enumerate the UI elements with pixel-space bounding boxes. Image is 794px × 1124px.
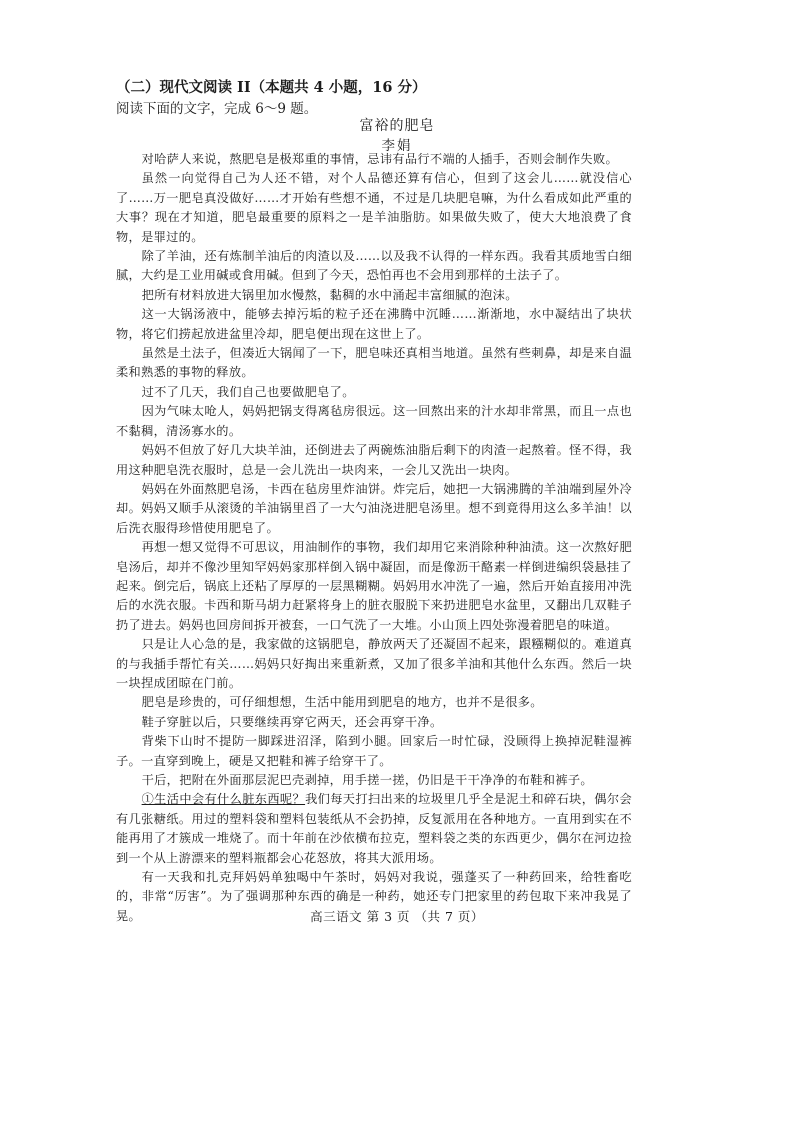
article-paragraph: 因为气味太呛人，妈妈把锅支得离毡房很远。这一回熬出来的汁水却非常黑，而且一点也不黏稠，清汤寡水的。	[116, 404, 632, 438]
article-paragraph: 妈妈不但放了好几大块羊油，还倒进去了两碗炼油脂后剩下的肉渣一起熬着。怪不得，我用这种肥皂洗衣服时，总是一会儿洗出一块肉来，一会儿又洗出一块肉。	[116, 443, 632, 477]
underlined-sentence: ①生活中会有什么脏东西呢？	[141, 792, 306, 807]
article-paragraph: 妈妈在外面熬肥皂汤，卡西在毡房里炸油饼。炸完后，她把一大锅沸腾的羊油端到屋外冷却。妈妈又顺手从滚烫的羊油锅里舀了一大勺油浇进肥皂汤里。想不到竟得用这么多羊油！以后洗衣服得珍惜使用肥皂了。	[116, 481, 632, 535]
article-paragraph: 背柴下山时不提防一脚踩进沼泽，陷到小腿。回家后一时忙碌，没顾得上换掉泥鞋湿裤子。一直穿到晚上，硬是又把鞋和裤子给穿干了。	[116, 734, 632, 768]
article-paragraph: 再想一想又觉得不可思议，用油制作的事物，我们却用它来消除种种油渍。这一次熬好肥皂汤后，却并不像沙里知罕妈妈家那样倒入锅中凝固，而是像沥干酪素一样倒进编织袋悬挂了起来。倒完后，锅底上还粘了厚厚的一层黑糊糊。妈妈用水冲洗了一遍，然后开始直接用冲洗后的水洗衣服。卡西和斯马胡力赶紧将身上的脏衣服脱下来扔进肥皂水盆里，又翻出几双鞋子扔了进去。妈妈也回房间拆开被套，一口气洗了一大堆。小山顶上四处弥漫着肥皂的味道。	[116, 540, 632, 632]
article-paragraph: 只是让人心急的是，我家做的这锅肥皂，静放两天了还凝固不起来，跟糨糊似的。难道真的与我插手帮忙有关……妈妈只好掏出来重新煮，又加了很多羊油和其他什么东西。然后一块一块捏成团晾在门前。	[116, 637, 632, 690]
section-title: （二）现代文阅读 II（本题共 4 小题，16 分）	[116, 79, 427, 96]
page-footer: 高三语文 第 3 页 （共 7 页）	[310, 909, 484, 924]
article-paragraph: 有一天我和扎克拜妈妈单独喝中午茶时，妈妈对我说，强蓬买了一种药回来，给牲畜吃的，非常“厉害”。为了强调那种东西的确是一种药，她还专门把家里的药包取下来冲我晃了晃。	[116, 870, 632, 923]
article-paragraph: 对哈萨人来说，熬肥皂是极郑重的事情，忌讳有品行不端的人插手，否则会制作失败。	[141, 152, 619, 166]
article-paragraph: 虽然是土法子，但凑近大锅闻了一下，肥皂味还真相当地道。虽然有些刺鼻，却是来自温柔和熟悉的事物的释放。	[116, 346, 632, 380]
article-title: 富裕的肥皂	[359, 118, 435, 134]
article-body	[116, 150, 632, 926]
article-paragraph: 过不了几天，我们自己也要做肥皂了。	[141, 384, 355, 399]
article-paragraph: 除了羊油，还有炼制羊油后的肉渣以及……以及我不认得的一样东西。我看其质地雪白细腻，大约是工业用碱或食用碱。但到了今天，恐怕再也不会用到那样的土法子了。	[116, 249, 632, 283]
instruction: 阅读下面的文字，完成 6～9 题。	[116, 101, 318, 117]
article-paragraph: 把所有材料放进大锅里加水慢熬，黏稠的水中涌起丰富细腻的泡沫。	[141, 287, 518, 302]
article-paragraph: ①生活中会有什么脏东西呢？我们每天打扫出来的垃圾里几乎全是泥土和碎石块，偶尔会有几张糖纸。用过的塑料袋和塑料包装纸从不会扔掉，反复派用在各种地方。一直用到实在不能再用了才簇成一堆烧了。而十年前在沙依横布拉克，塑料袋之类的东西更少，偶尔在河边捡到一个从上游漂来的塑料瓶都会心花怒放，将其大派用场。	[116, 792, 632, 865]
article-paragraph: 干后，把附在外面那层泥巴壳剥掉，用手搓一搓，仍旧是干干净净的布鞋和裤子。	[141, 773, 593, 787]
article-author: 李娟	[381, 138, 413, 154]
article-paragraph: 这一大锅汤液中，能够去掉污垢的粒子还在沸腾中沉睡……渐渐地，水中凝结出了块状物，将它们捞起放进盆里冷却，肥皂便出现在这世上了。	[116, 307, 632, 341]
article-paragraph: 鞋子穿脏以后，只要继续再穿它两天，还会再穿干净。	[141, 714, 443, 729]
article-paragraph: 肥皂是珍贵的，可仔细想想，生活中能用到肥皂的地方，也并不是很多。	[141, 695, 543, 710]
article-paragraph: 虽然一向觉得自己为人还不错，对个人品德还算有信心，但到了这会儿……就没信心了……万一肥皂真没做好……才开始有些想不通，不过是几块肥皂嘛，为什么看成如此严重的大事？现在才知道，肥皂最重要的原料之一是羊油脂肪。如果做失败了，使大大地浪费了食物，是罪过的。	[116, 171, 632, 244]
